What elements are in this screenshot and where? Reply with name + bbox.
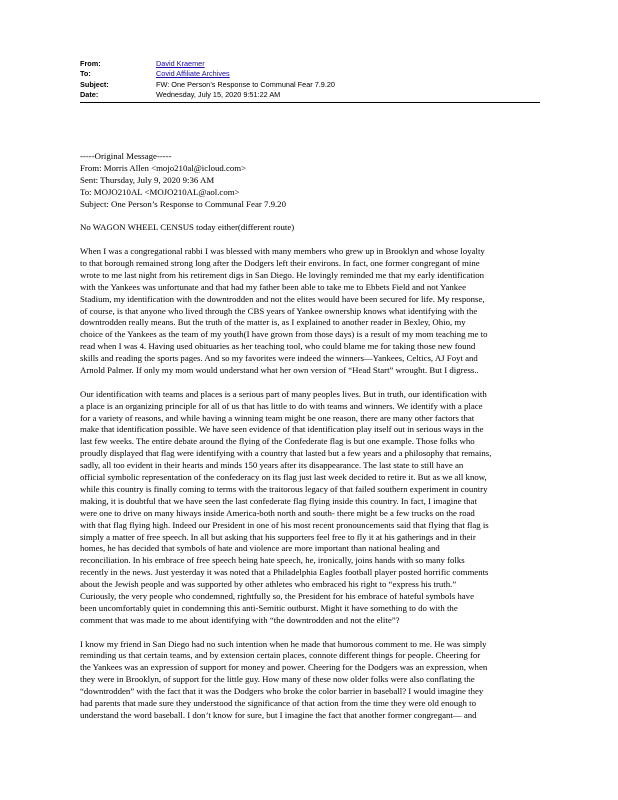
- paragraph-line: while this country is finally coming to terms with the traitorous legacy of that failed southern experiment in country: [80, 483, 488, 494]
- paragraph-1: [80, 246, 550, 377]
- paragraph-2: [80, 389, 550, 627]
- paragraph-line: I know my friend in San Diego had no such intention when he made that humorous comment to me. He was simply: [80, 638, 487, 649]
- paragraph-line: Stadium, my identification with the downtrodden and not the elites would have been secured for life. My response,: [80, 293, 485, 304]
- paragraph-line: wrote to me last night from his retirement digs in San Diego. He lovingly reminded me that my early identification: [80, 269, 485, 280]
- paragraph-line: proudly displayed that flag were identifying with a country that lasted but a few years and a philosophy that remains,: [80, 448, 492, 459]
- to-row: [80, 69, 335, 79]
- subject-label: Subject:: [80, 79, 109, 89]
- paragraph-line: When I was a congregational rabbi I was blessed with many members who grew up in Brooklyn and whose loyalty: [80, 246, 485, 257]
- subject-row: [80, 80, 335, 90]
- paragraph-line: were one to drive on many hiways inside America-both north and south- there might be a few trucks on the road: [80, 507, 475, 518]
- from-label: From:: [80, 59, 101, 68]
- paragraph-line: of course, is that anyone who lived through the CBS years of Yankee ownership knows what identifying with the: [80, 305, 478, 316]
- subject-value: FW: One Person’s Response to Communal Fear 7.9.20: [156, 79, 335, 89]
- paragraph-line: the Yankees was an expression of support for money and power. Cheering for the Dodgers was an expression, when: [80, 662, 488, 673]
- original-to: To: MOJO210AL <MOJO210AL@aol.com>: [80, 186, 240, 197]
- paragraph-line: recently in the news. Just yesterday it was noted that a Philadelphia Eagles football player posted horrific comments: [80, 567, 489, 578]
- paragraph-line: to that borough remained strong long after the Dodgers left their environs. In fact, one former congregant of mine: [80, 258, 480, 269]
- paragraph-line: last few weeks. The entire debate around the flying of the Confederate flag is but one example. Those folks who: [80, 436, 475, 447]
- paragraph-line: been uncomfortably quiet in condemning this anti-Semitic outburst. Might it have something to do with the: [80, 602, 458, 613]
- from-link[interactable]: David Kraemer: [156, 59, 205, 68]
- paragraph-line: about the Jewish people and was supported by other athletes who embraced his right to “express his truth.”: [80, 579, 457, 590]
- original-from: From: Morris Allen <mojo210al@icloud.com>: [80, 162, 247, 173]
- paragraph-line: reconciliation. In his embrace of free speech being hate speech, he, ironically, joins hands with so many folks: [80, 555, 465, 566]
- paragraph-line: homes, he has decided that symbols of hate and violence are more important than national healing and: [80, 543, 440, 554]
- from-row: [80, 59, 335, 69]
- paragraph-line: read when I was 4. Having used obituaries as her teaching tool, who could blame me for taking those new found: [80, 341, 476, 352]
- paragraph-line: choice of the Yankees as the team of my youth(I have grown from those days) is a result of my mom teaching me to: [80, 329, 488, 340]
- paragraph-line: sadly, all too evident in their hearts and minds 150 years after its disappearance. The last state to still have an: [80, 460, 464, 471]
- original-message-marker: -----Original Message-----: [80, 151, 172, 161]
- header-divider: [80, 102, 540, 103]
- paragraph-line: Curiously, the very people who condemned, rightfully so, the President for his embrace of hateful symbols have: [80, 590, 474, 601]
- to-link[interactable]: Covid Affiliate Archives: [156, 69, 230, 79]
- paragraph-line: for a variety of reasons, and while having a winning team might be one reason, there are many other factors that: [80, 412, 475, 423]
- email-header: [80, 59, 335, 100]
- paragraph-line: reminding us that certain teams, and by extension certain places, connote different things for people. Cheering for: [80, 650, 481, 661]
- paragraph-line: simply a matter of free speech. In all but asking that his supporters feel free to fly it at his gatherings and in their: [80, 531, 476, 542]
- paragraph-line: official symbolic representation of the confederacy on its flag just last week decided to retire it. But as we all know,: [80, 472, 487, 483]
- paragraph-line: make that identification possible. We have seen evidence of that identification play itself out in serious ways in the: [80, 424, 484, 435]
- original-sent: Sent: Thursday, July 9, 2020 9:36 AM: [80, 174, 215, 185]
- paragraph-line: making, it is doubtful that we have seen the last confederate flag flying inside this country. In fact, I imagine that: [80, 495, 477, 506]
- to-label: To:: [80, 69, 91, 79]
- paragraph-line: with that flag flying high. Indeed our President in one of his most recent pronouncements said that flying that flag is: [80, 519, 489, 530]
- paragraph-line: understand the word baseball. I don’t know for sure, but I imagine the fact that another former congregant— and: [80, 709, 477, 720]
- paragraph-line: with the Yankees was unfortunate and that had my father been able to take me to Ebbets Field and not Yankee: [80, 281, 466, 292]
- paragraph-line: Arnold Palmer. If only my mom would understand what her own version of “Head Start” wrought. But I digress..: [80, 365, 479, 376]
- paragraph-line: skills and reading the sports pages. And so my favorites were indeed the winners—Yankees, Celtics, AJ Foyt and: [80, 353, 478, 364]
- paragraph-3: [80, 639, 550, 722]
- date-label: Date:: [80, 89, 99, 99]
- paragraph-line: comment that was made to me about identifying with “the downtrodden and not the elite”?: [80, 614, 400, 625]
- message-body: [80, 151, 550, 722]
- paragraph-line: had parents that made sure they understood the significance of that action from the time they were old enough to: [80, 697, 476, 708]
- original-subject: Subject: One Person’s Response to Communal Fear 7.9.20: [80, 198, 286, 209]
- paragraph-line: “downtrodden” with the fact that it was the Dodgers who broke the color barrier in baseball? I would imagine they: [80, 686, 484, 697]
- date-row: [80, 90, 335, 100]
- paragraph-line: Our identification with teams and places is a serious part of many peoples lives. But in truth, our identification with: [80, 388, 487, 399]
- paragraph-line: downtrodden really means. But the truth of the matter is, as I explained to another reader in Bexley, Ohio, my: [80, 317, 466, 328]
- paragraph-line: a place is an organizing principle for all of us that has little to do with teams and winners. We identify with a place: [80, 400, 483, 411]
- date-value: Wednesday, July 15, 2020 9:51:22 AM: [156, 89, 281, 99]
- paragraph-line: they were in Brooklyn, of support for the little guy. How many of these now older folks were also conflating the: [80, 674, 475, 685]
- intro-line: No WAGON WHEEL CENSUS today either(different route): [80, 222, 295, 233]
